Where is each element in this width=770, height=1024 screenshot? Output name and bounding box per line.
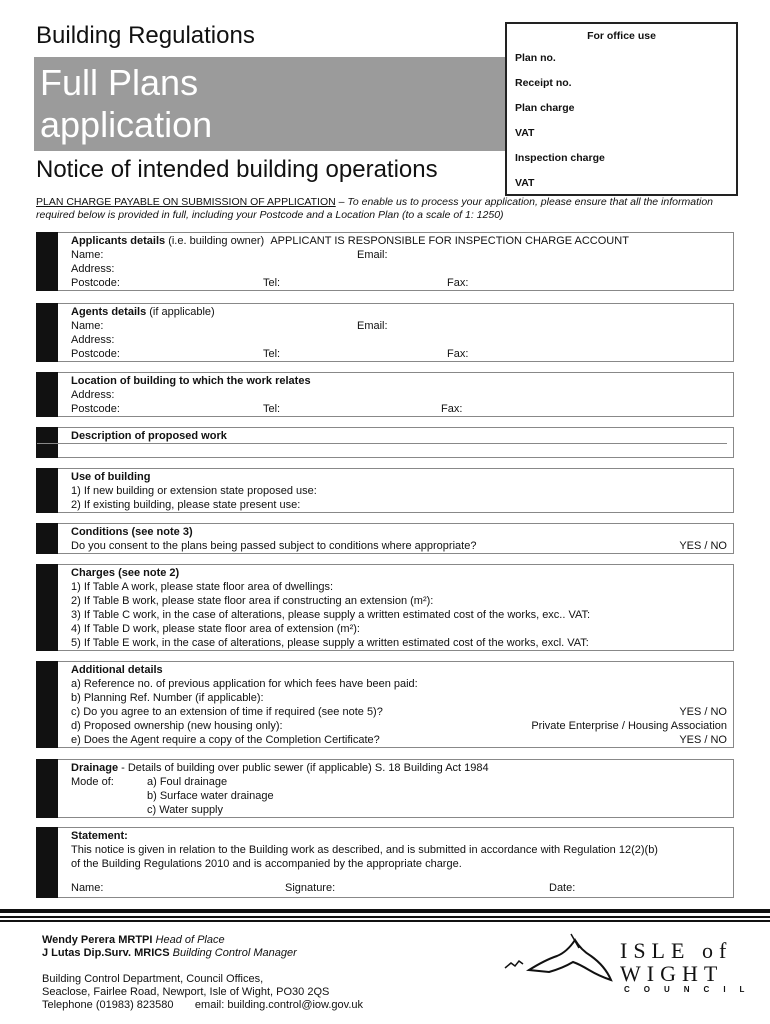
footer-person2-name: J Lutas Dip.Surv. MRICS [42, 947, 170, 959]
office-field-inspection-charge: Inspection charge [515, 152, 605, 164]
footer-rule-bottom [0, 920, 770, 922]
drainage-foul[interactable]: a) Foul drainage [147, 776, 228, 788]
footer-rule-middle [0, 916, 770, 918]
plan-charge-heading: PLAN CHARGE PAYABLE ON SUBMISSION OF APPLICATION [36, 196, 336, 208]
use-heading: Use of building [71, 471, 151, 483]
agents-postcode-label: Postcode: [71, 348, 120, 360]
form-title-line1: Full Plans [40, 62, 199, 103]
statement-heading: Statement: [71, 830, 128, 842]
section-marker [36, 523, 58, 554]
additional-e-yes-no[interactable]: YES / NO [679, 734, 727, 746]
drainage-surface-water[interactable]: b) Surface water drainage [147, 790, 274, 802]
section-marker [36, 372, 58, 417]
applicants-address-row[interactable] [71, 262, 727, 276]
location-address-label: Address: [71, 389, 115, 401]
additional-a-row[interactable] [71, 677, 727, 691]
location-postcode-row[interactable] [71, 402, 727, 416]
statement-signature-label[interactable]: Signature: [285, 882, 336, 894]
footer-address-line1: Building Control Department, Council Offices, [42, 973, 264, 985]
office-field-plan-charge: Plan charge [515, 102, 575, 114]
statement-line1: This notice is given in relation to the Building work as described, and is submitted in accordance with Regulation 12(2)(b) [71, 844, 658, 856]
office-field-plan-no: Plan no. [515, 52, 556, 64]
footer-person1-role: Head of Place [155, 934, 225, 946]
footer-email: email: building.control@iow.gov.uk [194, 999, 364, 1011]
footer-contact [42, 934, 363, 1012]
location-postcode-label: Postcode: [71, 403, 120, 415]
additional-c-label: c) Do you agree to an extension of time if required (see note 5)? [71, 706, 383, 718]
section-marker [36, 661, 58, 748]
agents-address-label: Address: [71, 334, 115, 346]
agents-email-label: Email: [357, 320, 388, 332]
additional-heading: Additional details [71, 664, 163, 676]
drainage-water-supply[interactable]: c) Water supply [147, 804, 224, 816]
applicants-fax-label: Fax: [447, 277, 469, 289]
form-title-line2: application [40, 104, 213, 145]
location-section [36, 372, 734, 417]
use-proposed-label: 1) If new building or extension state proposed use: [71, 485, 317, 497]
charges-section [36, 564, 734, 651]
plan-charge-dash: – [335, 196, 348, 208]
applicants-postcode-label: Postcode: [71, 277, 120, 289]
statement-name-label[interactable]: Name: [71, 882, 104, 894]
location-heading: Location of building to which the work relates [71, 375, 311, 387]
applicants-heading-note: (i.e. building owner) [168, 235, 265, 247]
additional-b-label: b) Planning Ref. Number (if applicable): [71, 692, 264, 704]
use-present-label: 2) If existing building, please state present use: [71, 499, 301, 511]
plan-charge-instructions: To enable us to process your application, please ensure that all the information required below is provided in full, including your Postcode and a Location Plan (to a scale of 1: 1250) [36, 196, 713, 221]
agents-section [36, 303, 734, 362]
charges-table-d: 4) If Table D work, please state floor area of extension (m²): [71, 623, 360, 635]
charges-heading: Charges (see note 2) [71, 567, 180, 579]
drainage-section [36, 759, 734, 818]
section-marker [36, 468, 58, 513]
charges-table-c: 3) If Table C work, in the case of alterations, please supply a written estimated cost of the works, exc.. VAT: [71, 609, 591, 621]
applicants-address-label: Address: [71, 263, 115, 275]
charges-item[interactable] [71, 636, 727, 650]
agents-heading: Agents details [71, 306, 147, 318]
section-marker [36, 303, 58, 362]
office-field-receipt-no: Receipt no. [515, 77, 572, 89]
applicants-postcode-row[interactable] [71, 276, 727, 290]
section-marker [36, 827, 58, 898]
applicants-name-label: Name: [71, 249, 104, 261]
charges-table-e: 5) If Table E work, in the case of alterations, please supply a written estimated cost of the works, excl. VAT: [71, 637, 589, 649]
use-present-row[interactable] [71, 498, 727, 512]
footer-person2-role: Building Control Manager [172, 947, 297, 959]
logo-text-isle: ISLE of [620, 938, 733, 963]
applicants-name-row[interactable] [71, 248, 727, 262]
logo-text-wight: WIGHT [620, 961, 724, 986]
location-tel-label: Tel: [263, 403, 281, 415]
applicants-tel-label: Tel: [263, 277, 281, 289]
charges-table-a: 1) If Table A work, please state floor area of dwellings: [71, 581, 334, 593]
additional-b-row[interactable] [71, 691, 727, 705]
conditions-section [36, 523, 734, 554]
footer-address-line2: Seaclose, Fairlee Road, Newport, Isle of Wight, PO30 2QS [42, 986, 330, 998]
page-title: Building Regulations [36, 22, 255, 49]
section-marker [36, 564, 58, 651]
drainage-heading-detail: - Details of building over public sewer (if applicable) S. 18 Building Act 1984 [118, 762, 489, 774]
applicants-section [36, 232, 734, 291]
additional-section [36, 661, 734, 748]
conditions-heading: Conditions (see note 3) [71, 526, 193, 538]
footer-telephone: Telephone (01983) 823580 [42, 999, 174, 1011]
conditions-question: Do you consent to the plans being passed subject to conditions where appropriate? [71, 540, 477, 552]
section-marker [36, 759, 58, 818]
statement-line2: of the Building Regulations 2010 and is accompanied by the appropriate charge. [71, 858, 462, 870]
footer-person1-name: Wendy Perera MRTPI [42, 934, 153, 946]
footer-rule-top [0, 909, 770, 913]
statement-section [36, 827, 734, 898]
agents-tel-label: Tel: [263, 348, 281, 360]
notice-subtitle: Notice of intended building operations [36, 156, 438, 183]
conditions-yes-no[interactable]: YES / NO [679, 540, 727, 552]
agents-fax-label: Fax: [447, 348, 469, 360]
agents-name-row[interactable] [71, 319, 727, 333]
additional-d-options[interactable]: Private Enterprise / Housing Association [531, 720, 727, 732]
office-use-box [505, 22, 738, 196]
drainage-mode-label: Mode of: [71, 776, 114, 788]
additional-d-label: d) Proposed ownership (new housing only): [71, 720, 283, 732]
use-proposed-row[interactable] [71, 484, 727, 498]
additional-a-label: a) Reference no. of previous application for which fees have been paid: [71, 678, 418, 690]
location-fax-label: Fax: [441, 403, 463, 415]
plan-charge-note [36, 196, 748, 222]
section-marker [36, 232, 58, 291]
agents-name-label: Name: [71, 320, 104, 332]
applicants-email-label: Email: [357, 249, 388, 261]
office-field-vat-2: VAT [515, 177, 535, 189]
drainage-heading: Drainage [71, 762, 119, 774]
agents-postcode-row[interactable] [71, 347, 727, 361]
applicants-responsibility: APPLICANT IS RESPONSIBLE FOR INSPECTION CHARGE ACCOUNT [270, 235, 629, 247]
use-section [36, 468, 734, 513]
charges-item[interactable] [71, 608, 727, 622]
additional-c-yes-no[interactable]: YES / NO [679, 706, 727, 718]
charges-item[interactable] [71, 594, 727, 608]
applicants-heading: Applicants details [71, 235, 166, 247]
charges-item[interactable] [71, 580, 727, 594]
charges-table-b: 2) If Table B work, please state floor area if constructing an extension (m²): [71, 595, 434, 607]
charges-item[interactable] [71, 622, 727, 636]
logo-text-council: COUNCIL [624, 985, 759, 994]
additional-e-label: e) Does the Agent require a copy of the Completion Certificate? [71, 734, 380, 746]
description-heading: Description of proposed work [71, 430, 227, 442]
description-input-row[interactable] [37, 443, 727, 457]
statement-date-label[interactable]: Date: [549, 882, 576, 894]
description-section [36, 427, 734, 458]
location-address-row[interactable] [71, 388, 727, 402]
office-field-vat: VAT [515, 127, 535, 139]
office-use-title: For office use [587, 30, 656, 42]
agents-heading-note: (if applicable) [149, 306, 215, 318]
agents-address-row[interactable] [71, 333, 727, 347]
form-title [40, 62, 212, 146]
